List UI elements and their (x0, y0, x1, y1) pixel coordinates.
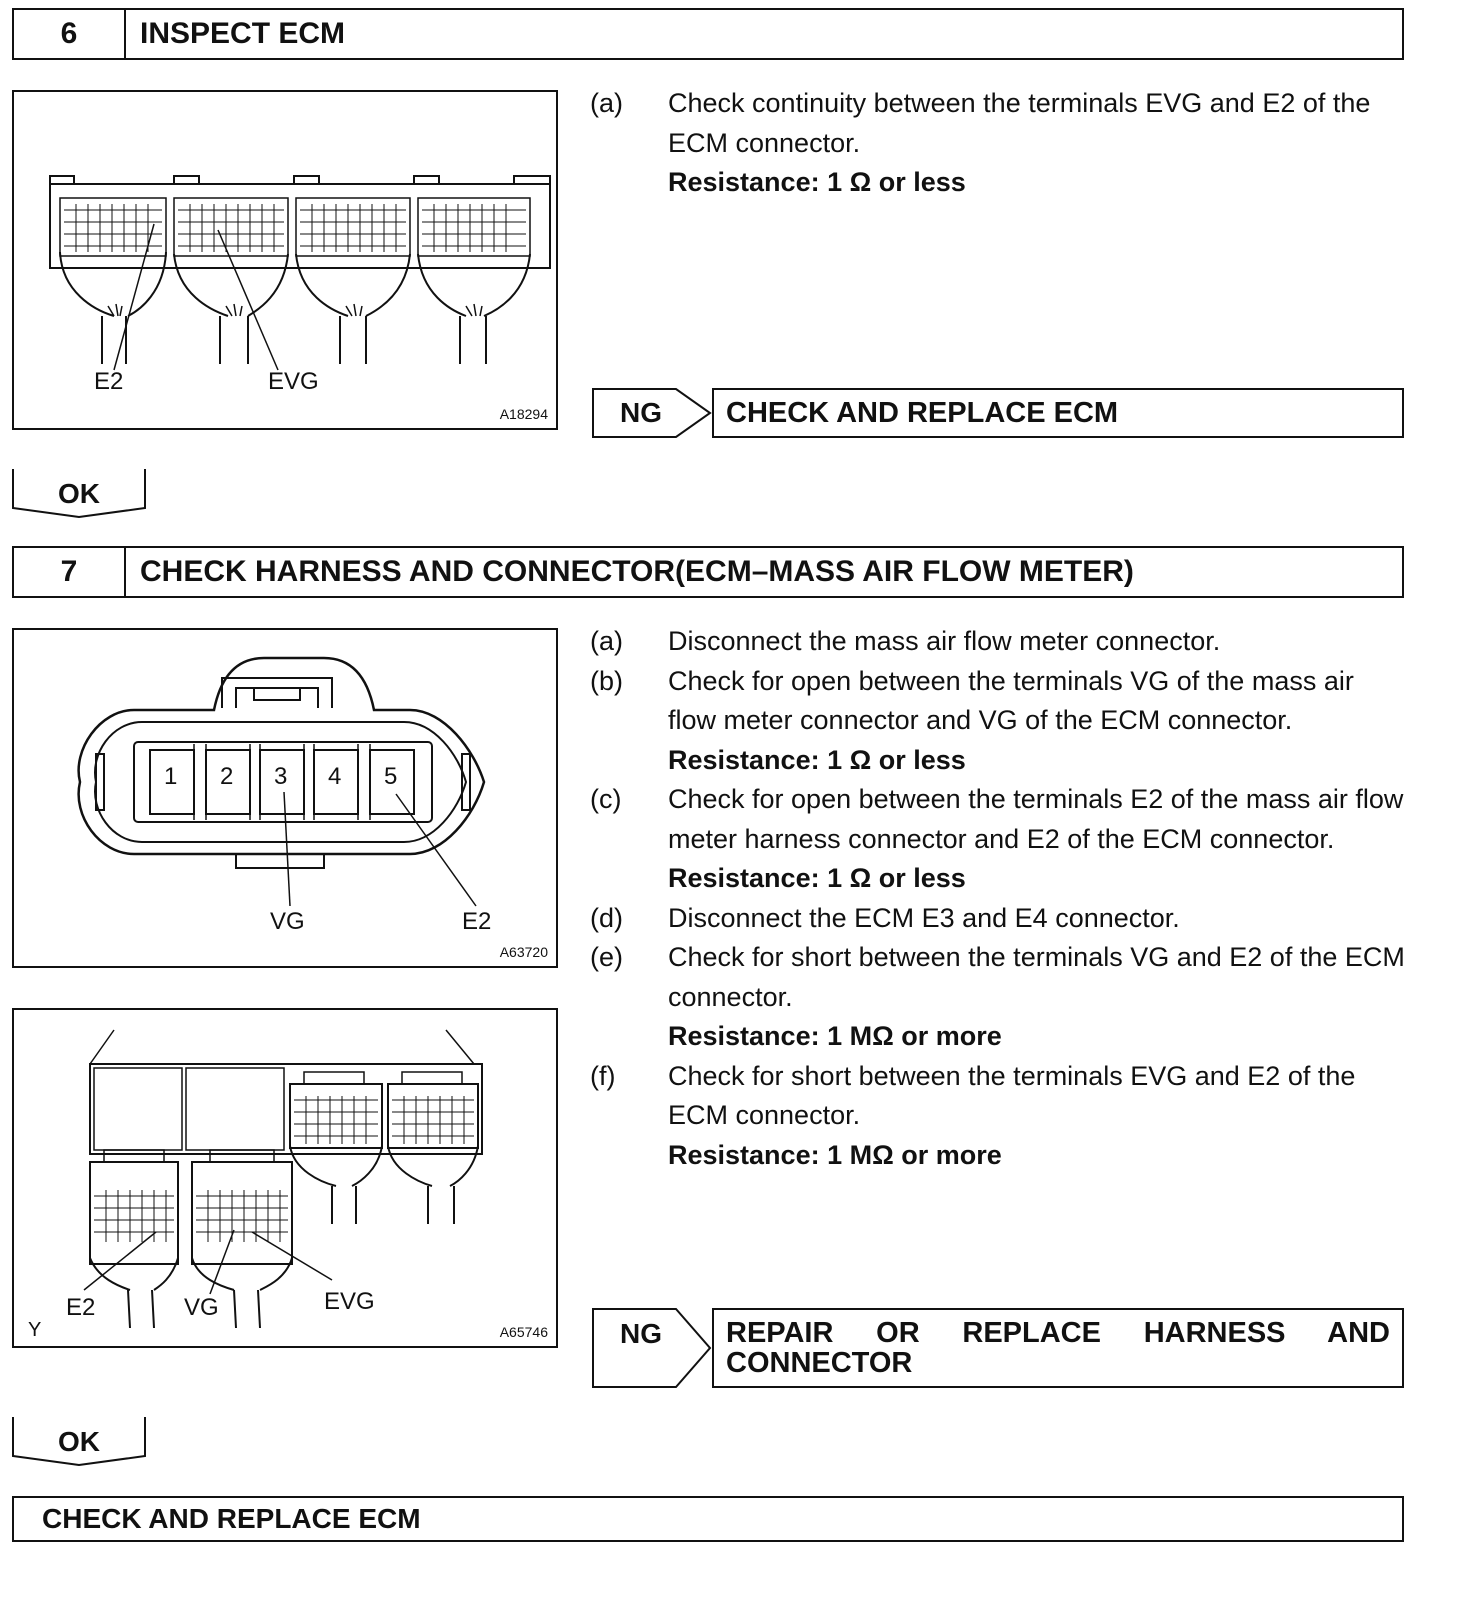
step6-figure-label-evg: EVG (268, 368, 319, 395)
step6-ng-label: NG (620, 397, 662, 428)
step7-figure2-id: A65746 (499, 1324, 548, 1340)
instruction-spec: Resistance: 1 Ω or less (668, 863, 966, 893)
instruction-letter: (e) (590, 942, 623, 972)
step6-instruction-a (590, 84, 1408, 203)
step6-title: INSPECT ECM (140, 17, 346, 50)
instruction-letter: (a) (590, 626, 623, 656)
maf-pin-2: 2 (220, 763, 234, 790)
step6-header (12, 8, 1404, 60)
instruction-text: Check for open between the terminals E2 of the mass air flow meter harness connector and E2 of the ECM connector. (668, 784, 1404, 854)
step7-instruction-f (590, 1057, 1408, 1176)
step7-instructions (590, 622, 1408, 1175)
instruction-text: Disconnect the mass air flow meter connector. (668, 626, 1221, 656)
step7-figure1-label-vg: VG (270, 908, 305, 935)
step7-header (12, 546, 1404, 598)
step6-number: 6 (14, 10, 126, 58)
instruction-text: Check for short between the terminals VG and E2 of the ECM connector. (668, 942, 1405, 1012)
final-action: CHECK AND REPLACE ECM (12, 1496, 1404, 1542)
step6-figure-id: A18294 (499, 406, 548, 422)
step7-title: CHECK HARNESS AND CONNECTOR(ECM–MASS AIR FLOW METER) (140, 555, 1134, 588)
instruction-letter: (c) (590, 784, 622, 814)
step6-instructions (590, 84, 1408, 203)
step7-figure-ecm-connectors (12, 1008, 558, 1348)
maf-pin-3: 3 (274, 763, 288, 790)
step7-ng-label: NG (620, 1318, 662, 1349)
instruction-letter: (b) (590, 665, 623, 696)
step7-ok-arrow (12, 1416, 146, 1466)
instruction-text: Check for short between the terminals EVG and E2 of the ECM connector. (668, 1060, 1356, 1130)
step7-instruction-e (590, 938, 1408, 1057)
step7-figure2-label-vg: VG (184, 1294, 219, 1321)
step6-ng-action: CHECK AND REPLACE ECM (712, 388, 1404, 438)
instruction-spec: Resistance: 1 Ω or less (668, 167, 966, 197)
instruction-spec: Resistance: 1 MΩ or more (668, 1139, 1002, 1170)
step7-instruction-b (590, 662, 1408, 781)
instruction-letter: (a) (590, 88, 623, 118)
step7-figure1-label-e2: E2 (462, 908, 492, 935)
instruction-text: Disconnect the ECM E3 and E4 connector. (668, 902, 1180, 933)
instruction-spec: Resistance: 1 Ω or less (668, 744, 966, 775)
instruction-letter: (f) (590, 1060, 616, 1091)
maf-pin-5: 5 (384, 763, 398, 790)
step7-ng-row (592, 1308, 1404, 1388)
instruction-text: Check continuity between the terminals EVG and E2 of the ECM connector. (668, 88, 1371, 158)
step6-figure-label-e2: E2 (94, 368, 124, 395)
step6-figure (12, 90, 558, 430)
step6-ng-arrow (592, 388, 712, 438)
step6-ok-label: OK (58, 478, 100, 509)
maf-pin-1: 1 (164, 763, 178, 790)
step7-ng-arrow (592, 1308, 712, 1388)
step6-ok-arrow (12, 468, 146, 518)
step7-figure2-corner: Y (28, 1319, 42, 1341)
instruction-letter: (d) (590, 902, 623, 933)
step7-figure-maf-connector (12, 628, 558, 968)
instruction-text: Check for open between the terminals VG of the mass air flow meter connector and VG of the ECM connector. (668, 665, 1354, 735)
step7-number: 7 (14, 548, 126, 596)
step7-instruction-a (590, 622, 1408, 662)
step7-figure2-label-e2: E2 (66, 1294, 96, 1321)
step6-ng-row (592, 388, 1404, 438)
instruction-spec: Resistance: 1 MΩ or more (668, 1021, 1002, 1051)
step7-instruction-c (590, 780, 1408, 899)
step7-ok-label: OK (58, 1426, 100, 1457)
maf-pin-4: 4 (328, 763, 342, 790)
step7-ng-action: REPAIR OR REPLACE HARNESS AND CONNECTOR (712, 1308, 1404, 1388)
step7-instruction-d (590, 899, 1408, 939)
step7-figure2-label-evg: EVG (324, 1288, 375, 1315)
step7-figure1-id: A63720 (499, 944, 548, 960)
